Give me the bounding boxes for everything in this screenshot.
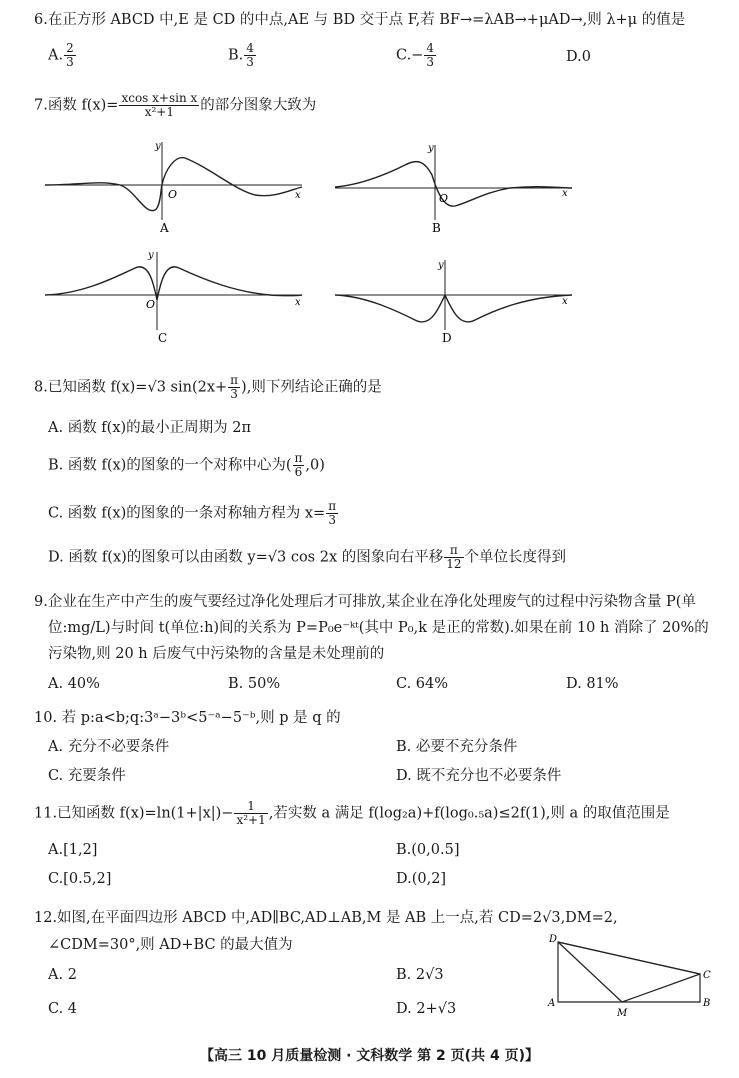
q8-option-a: A. 函数 f(x)的最小正周期为 2π — [48, 420, 252, 436]
q6-option-d: D.0 — [566, 49, 591, 65]
q12-line2: ∠CDM=30°,则 AD+BC 的最大值为 — [48, 937, 293, 953]
q8-option-b: B. 函数 f(x)的图象的一个对称中心为( $\frac{\pi}{6}$ ,0) — [48, 451, 325, 479]
q11-option-a: A.[1,2] — [48, 842, 98, 858]
q12-line1: 12.如图,在平面四边形 ABCD 中,AD∥BC,AD⊥AB,M 是 AB 上一点,若 CD=2√3,DM=2, — [34, 910, 618, 926]
q6-option-a: A. $\frac{2}{3}$ — [48, 41, 74, 69]
graph-label-b: B — [432, 221, 441, 235]
x-axis-label: x — [295, 297, 301, 308]
q12-option-b: B. 2√3 — [396, 967, 444, 983]
origin-label: O — [168, 188, 178, 201]
q12-option-c: C. 4 — [48, 1001, 78, 1017]
q10-option-a: A. 充分不必要条件 — [48, 739, 170, 755]
q10-option-b: B. 必要不充分条件 — [396, 739, 518, 755]
q6-option-b: B. $\frac{4}{3}$ — [228, 41, 254, 69]
q11-option-b: B.(0,0.5] — [396, 842, 460, 858]
q11-option-d: D.(0,2] — [396, 871, 447, 887]
q7-stem: 7.函数 f(x)= $\frac{\text{xcos x+sin x}}{\text{x²+1}}$ 的部分图象大致为 — [34, 91, 317, 119]
x-axis-label: x — [562, 296, 568, 307]
q8-stem: 8.已知函数 f(x)=√3 sin(2x+ $\frac{\pi}{3}$ ),则下列结论正确的是 — [34, 373, 382, 401]
q8-option-d: D. 函数 f(x)的图象可以由函数 y=√3 cos 2x 的图象向右平移 $\frac{\pi}{12}$ 个单位长度得到 — [48, 543, 567, 571]
y-axis-label: y — [155, 141, 161, 152]
q9-option-b: B. 50% — [228, 676, 281, 692]
q9-line3: 污染物,则 20 h 后废气中污染物的含量是未处理前的 — [48, 646, 385, 662]
y-axis-label: y — [428, 143, 434, 154]
graph-a — [45, 141, 302, 235]
origin-label: O — [439, 192, 449, 205]
graph-b — [335, 143, 572, 235]
q12-figure — [540, 930, 720, 1020]
q6-option-c: C.− $\frac{4}{3}$ — [396, 41, 434, 69]
graph-label-a: A — [160, 221, 169, 235]
q12-option-d: D. 2+√3 — [396, 1001, 457, 1017]
q9-option-a: A. 40% — [48, 676, 100, 692]
q9-option-c: C. 64% — [396, 676, 449, 692]
q10-stem: 10. 若 p:a<b;q:3ᵃ−3ᵇ<5⁻ᵃ−5⁻ᵇ,则 p 是 q 的 — [34, 710, 341, 726]
x-axis-label: x — [295, 190, 301, 201]
q7-graphs — [40, 140, 580, 350]
graph-d — [335, 260, 572, 345]
figure-label-b: B — [703, 998, 711, 1009]
figure-label-m: M — [617, 1008, 628, 1019]
graph-label-d: D — [442, 331, 452, 345]
figure-label-d: D — [549, 934, 558, 945]
graph-label-c: C — [158, 331, 168, 345]
q11-stem: 11.已知函数 f(x)=ln(1+|x|)− $\frac{1}{\text{x²+1}}$ ,若实数 a 满足 f(log₂a)+f(log₀.₅a)≤2f(1),则 a 的取值范围是 — [34, 799, 670, 827]
q9-line2: 位:mg/L)与时间 t(单位:h)间的关系为 P=P₀e⁻ᵏᵗ(其中 P₀,k 是正的常数).如果在前 10 h 消除了 20%的 — [48, 620, 709, 636]
q9-line1: 9.企业在生产中产生的废气要经过净化处理后才可排放,某企业在净化处理废气的过程中污染物含量 P(单 — [34, 594, 696, 610]
q12-option-a: A. 2 — [48, 967, 77, 983]
q10-option-c: C. 充要条件 — [48, 768, 126, 784]
q9-option-d: D. 81% — [566, 676, 619, 692]
q6-stem: 6.在正方形 ABCD 中,E 是 CD 的中点,AE 与 BD 交于点 F,若 BF→=λAB→+μAD→,则 λ+μ 的值是 — [34, 12, 686, 28]
page-footer: 【高三 10 月质量检测 · 文科数学 第 2 页(共 4 页)】 — [200, 1048, 539, 1064]
y-axis-label: y — [438, 260, 444, 271]
origin-label: O — [146, 298, 156, 311]
q11-option-c: C.[0.5,2] — [48, 871, 112, 887]
figure-label-c: C — [703, 970, 711, 981]
graph-c — [45, 250, 302, 345]
q8-option-c: C. 函数 f(x)的图象的一条对称轴方程为 x= $\frac{\pi}{3}$ — [48, 499, 337, 527]
x-axis-label: x — [562, 188, 568, 199]
q10-option-d: D. 既不充分也不必要条件 — [396, 768, 562, 784]
y-axis-label: y — [148, 250, 154, 261]
figure-label-a: A — [548, 998, 556, 1009]
